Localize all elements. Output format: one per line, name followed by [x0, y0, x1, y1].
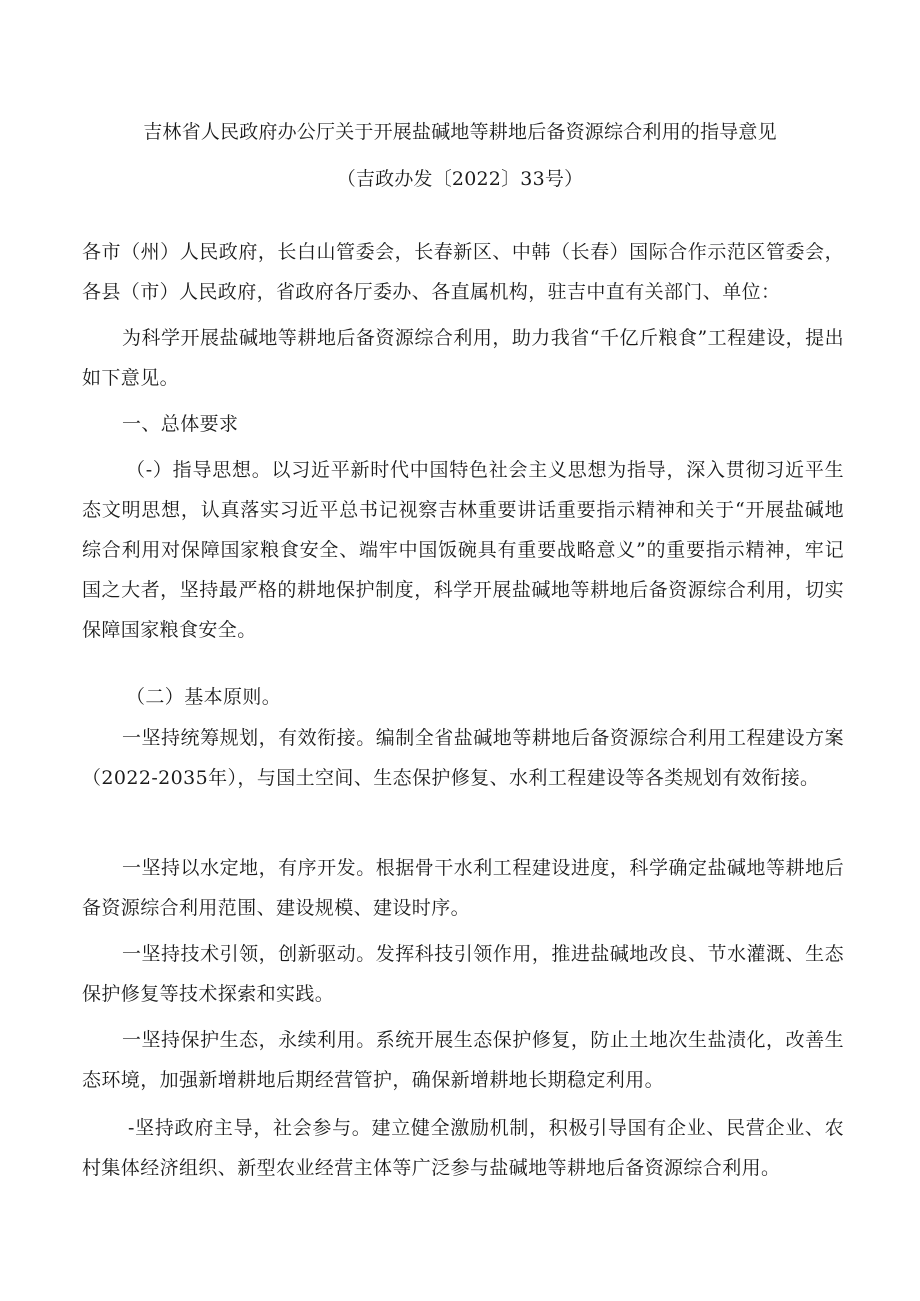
intro-paragraph: 为科学开展盐碱地等耕地后备资源综合利用，助力我省“千亿斤粮食”工程建设，提出如下意见。	[82, 327, 844, 389]
principle-item: 一坚持以水定地，有序开发。根据骨干水利工程建设进度，科学确定盐碱地等耕地后备资源综合利用范围、建设规模、建设时序。	[82, 857, 844, 919]
addressee: 各市（州）人民政府，长白山管委会，长春新区、中韩（长春）国际合作示范区管委会，各县（市）人民政府，省政府各厅委办、各直属机构，驻吉中直有关部门、单位：	[82, 241, 844, 303]
principle-item: 一坚持统筹规划，有效衔接。编制全省盐碱地等耕地后备资源综合利用工程建设方案（2022-2035年），与国土空间、生态保护修复、水利工程建设等各类规划有效衔接。	[82, 727, 844, 789]
document-title: 吉林省人民政府办公厅关于开展盐碱地等耕地后备资源综合利用的指导意见	[143, 121, 777, 143]
guiding-thought-paragraph: （-）指导思想。以习近平新时代中国特色社会主义思想为指导，深入贯彻习近平生态文明思想，认真落实习近平总书记视察吉林重要讲话重要指示精神和关于“开展盐碱地综合利用对保障国家粮食安全、端牢中国饭碗具有重要战略意义”的重要指示精神，牢记国之大者，坚持最严格的耕地保护制度，科学开展盐碱地等耕地后备资源综合利用，切实保障国家粮食安全。	[82, 459, 844, 641]
document-number: （吉政办发〔2022〕33号）	[336, 168, 584, 190]
basic-principles-heading: （二）基本原则。	[126, 686, 282, 708]
principle-item: 一坚持技术引领，创新驱动。发挥科技引领作用，推进盐碱地改良、节水灌溉、生态保护修复等技术探索和实践。	[82, 943, 844, 1005]
principle-item: 一坚持保护生态，永续利用。系统开展生态保护修复，防止土地次生盐渍化，改善生态环境，加强新增耕地后期经营管护，确保新增耕地长期稳定利用。	[82, 1029, 844, 1091]
section-heading-general-requirements: 一、总体要求	[122, 413, 239, 435]
principle-item: -坚持政府主导，社会参与。建立健全激励机制，积极引导国有企业、民营企业、农村集体经济组织、新型农业经营主体等广泛参与盐碱地等耕地后备资源综合利用。	[82, 1117, 844, 1179]
